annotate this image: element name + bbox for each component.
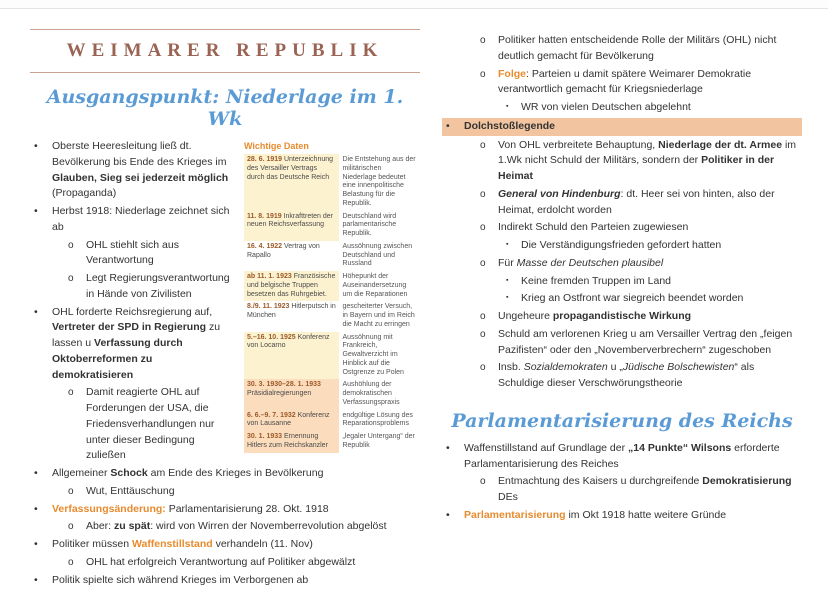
bullet-item	[30, 502, 420, 518]
text-run: Schuld am verlorenen Krieg u am Versailler Vertrag den „feigen Pazifisten“ oder den „Novemberverbrechern“ zugeschoben	[498, 327, 793, 356]
bullet-item	[442, 220, 802, 236]
page-top-edge	[0, 0, 828, 9]
text-run: OHL stiehlt sich aus Verantwortung	[86, 238, 179, 267]
text-run: Parlamentarisierung 28. Okt. 1918	[165, 502, 329, 515]
bullet-item	[30, 238, 234, 270]
text-run: im 1.Wk nicht Schuld der Militärs, sondern der	[498, 138, 797, 167]
text-run: Keine fremden Truppen im Land	[521, 274, 672, 287]
date-label: 6. 6.–9. 7. 1932	[247, 411, 298, 419]
bullet-marker: o	[480, 68, 486, 80]
text-run: Verfassungsänderung:	[52, 502, 166, 515]
text-run: : wird von Wirren der Novemberrevolution abgelöst	[150, 520, 387, 533]
bullet-marker: o	[68, 485, 74, 497]
bullet-item	[30, 271, 234, 303]
text-run: Glauben, Sieg sei jederzeit möglich	[52, 171, 229, 184]
right-bullet-list-top	[442, 33, 802, 392]
text-run: Indirekt Schuld den Parteien zugewiesen	[498, 221, 689, 234]
dates-table-event-cell	[244, 332, 339, 380]
bullet-text	[498, 138, 802, 185]
bullet-item	[30, 484, 420, 500]
text-run: : dt. Heer sei von hinten, also der Heimat, erdolcht worden	[498, 187, 775, 216]
text-run: Parlamentarisierung	[464, 508, 566, 521]
text-run: Allgemeiner	[52, 467, 111, 479]
bullet-item	[30, 555, 420, 571]
bullet-marker: o	[480, 139, 486, 151]
dates-table-row	[244, 271, 420, 301]
text-run: Legt Regierungsverantwortung in Hände von Zivilisten	[86, 272, 230, 300]
bullet-item	[442, 474, 802, 506]
text-run: Oberste Heeresleitung ließ dt. Bevölkerung bis Ende des Krieges im	[52, 140, 227, 168]
bullet-marker: o	[68, 521, 74, 533]
dates-table-note-cell: Aushöhlung der demokratischen Verfassungspraxis	[342, 381, 400, 406]
date-label: 5.–16. 10. 1925	[247, 333, 298, 341]
dates-table-event-cell	[244, 431, 339, 453]
bullet-text	[86, 555, 420, 571]
text-run: General von Hindenburg	[498, 187, 621, 200]
text-run: Entmachtung des Kaisers u durchgreifende	[498, 475, 703, 488]
dates-table-note-cell: Aussöhnung zwischen Deutschland und Russland	[342, 242, 413, 268]
bullet-item	[442, 441, 802, 473]
text-run: DEs	[498, 491, 518, 503]
bullet-text	[521, 100, 802, 116]
text-run: Masse der Deutschen plausibel	[516, 256, 664, 269]
left-column	[30, 23, 420, 590]
text-run: Folge	[498, 67, 526, 80]
dates-table-event-cell	[244, 154, 339, 211]
bullet-marker: •	[34, 305, 38, 318]
dates-table-rows	[244, 154, 420, 453]
text-run: verhandeln (11. Nov)	[212, 538, 313, 550]
text-run: OHL forderte Reichsregierung auf,	[52, 305, 213, 318]
text-run: Aber:	[86, 520, 115, 533]
text-run: am Ende des Krieges in Bevölkerung	[147, 467, 324, 479]
bullet-text	[521, 238, 802, 254]
bullet-marker: •	[446, 119, 450, 132]
bullet-marker: o	[480, 188, 486, 200]
date-label: 16. 4. 1922	[247, 242, 284, 250]
text-run: WR von vielen Deutschen abgelehnt	[521, 101, 691, 113]
bullet-marker: o	[480, 311, 486, 322]
date-label: 11. 8. 1919	[247, 212, 284, 220]
text-run: Wut, Enttäuschung	[86, 484, 175, 497]
event-label: Hitlerputsch in München	[247, 303, 336, 319]
event-label: Konferenz von Locarno	[247, 333, 330, 350]
bullet-text	[498, 327, 802, 359]
bullet-text	[498, 474, 802, 506]
bullet-marker: •	[446, 508, 450, 521]
bullet-item	[30, 466, 420, 482]
bullet-text	[498, 360, 802, 392]
bullet-marker: ▪	[506, 276, 509, 284]
text-run: Waffenstillstand auf Grundlage der	[464, 441, 629, 454]
event-label: Französische und belgische Truppen besetzen das Ruhrgebiet.	[247, 273, 336, 298]
bullet-text	[498, 256, 802, 272]
highlighted-bullet-item	[442, 118, 802, 136]
bullet-text	[498, 33, 802, 65]
date-label: 8./9. 11. 1923	[247, 303, 292, 311]
bullet-item	[30, 537, 420, 553]
text-run: Vertreter der SPD in Regierung	[52, 321, 207, 334]
text-run: OHL hat erfolgreich Verantwortung auf Politiker abgewälzt	[86, 555, 356, 568]
text-run: Dolchstoßlegende	[464, 119, 556, 132]
dates-table-row	[244, 301, 420, 331]
bullet-marker: o	[68, 556, 74, 568]
dates-table-row	[244, 332, 420, 380]
text-run: “ als Schuldige dieser Verschwörungstheorie	[498, 361, 755, 389]
bullet-marker: o	[480, 35, 486, 46]
bullet-text	[52, 305, 234, 384]
dates-table-event-cell	[244, 271, 339, 301]
bullet-item	[442, 100, 802, 116]
bullet-item	[442, 238, 802, 254]
bullet-item	[30, 305, 234, 384]
text-run: Politiker müssen	[52, 538, 132, 550]
left-content	[30, 139, 420, 588]
bullet-item	[442, 508, 802, 524]
bullet-text	[52, 204, 234, 236]
bullet-item	[30, 519, 420, 535]
text-run: zu spät	[114, 520, 151, 533]
dates-table-note-cell: gescheiterter Versuch, in Bayern und im Reich die Macht zu erringen	[342, 303, 415, 328]
event-label: Vertrag von Rapallo	[247, 242, 320, 259]
bullet-marker: ▪	[506, 294, 509, 302]
text-run: zu lassen u	[52, 321, 221, 349]
bullet-marker: o	[480, 328, 486, 340]
bullet-marker: o	[480, 222, 486, 234]
dates-table-note-cell: Höhepunkt der Auseinandersetzung um die Reparationen	[342, 273, 408, 298]
section-heading-parlamentarisierung: Parlamentarisierung des Reichs	[451, 409, 793, 432]
bullet-text	[498, 220, 802, 236]
date-label: 30. 1. 1933	[247, 433, 284, 440]
bullet-marker: •	[34, 205, 38, 217]
text-run: Ungeheure	[498, 310, 553, 322]
bullet-text	[52, 139, 234, 202]
text-run: Damit reagierte OHL auf Forderungen der USA, die Friedensverhandlungen nur unter dieser Bedingung zuließen	[86, 386, 215, 462]
bullet-text	[52, 466, 420, 482]
bullet-text	[86, 271, 234, 303]
text-run: Herbst 1918: Niederlage zeichnet sich ab	[52, 205, 230, 233]
event-label: Inkrafttreten der neuen Reichsverfassung	[247, 212, 334, 229]
text-run: Insb.	[498, 361, 524, 374]
dates-table-event-cell	[244, 379, 339, 409]
bullet-marker: ▪	[506, 103, 509, 110]
bullet-item	[442, 67, 802, 99]
text-run: „14 Punkte“ Wilsons	[628, 441, 732, 454]
dates-table-note-cell: „legaler Untergang“ der Republik	[342, 433, 415, 449]
bullet-text	[86, 519, 420, 535]
bullet-text	[498, 309, 802, 325]
dates-table-row	[244, 379, 420, 409]
title-block	[30, 29, 420, 73]
event-label: Präsidialregierungen	[247, 390, 312, 397]
text-run: Demokratisierung	[702, 475, 792, 488]
date-label: 30. 3. 1930–28. 1. 1933	[247, 381, 321, 389]
dates-table-row	[244, 154, 420, 211]
bullet-text	[464, 119, 802, 135]
text-run: Verfassung durch Oktoberreformen zu demokratisieren	[52, 337, 183, 381]
bullet-item	[442, 291, 802, 307]
bullet-item	[442, 309, 802, 325]
right-bullet-list-bottom	[442, 441, 802, 524]
bullet-text	[464, 441, 802, 473]
bullet-marker: •	[34, 538, 38, 550]
dates-table-note-cell: endgültige Lösung des Reparationsproblems	[342, 411, 413, 428]
bullet-item	[30, 139, 234, 202]
dates-table-event-cell	[244, 211, 339, 241]
bullet-text	[52, 502, 420, 518]
text-run: Für	[498, 256, 517, 269]
text-run: Politik spielte sich während Krieges im Verborgenen ab	[52, 573, 309, 586]
bullet-item	[442, 274, 802, 290]
section-heading-ausgangspunkt: Ausgangspunkt: Niederlage im 1. Wk	[46, 86, 404, 130]
bullet-text	[521, 274, 802, 290]
dates-table-row	[244, 241, 420, 271]
text-run: Von OHL verbreitete Behauptung,	[498, 138, 659, 151]
bullet-item	[442, 33, 802, 65]
text-run: Politiker in der Heimat	[498, 154, 775, 182]
dates-table-note-cell: Deutschland wird parlamentarische Republik.	[342, 212, 397, 237]
bullet-marker: o	[480, 476, 486, 488]
date-label: ab 11. 1. 1923	[247, 273, 294, 280]
right-column	[442, 23, 802, 590]
bullet-text	[52, 537, 420, 553]
text-run: propagandistische Wirkung	[552, 310, 692, 322]
bullet-text	[464, 508, 802, 524]
text-run: : Parteien u damit spätere Weimarer Demokratie verantwortlich gemacht für Kriegsniederlage	[498, 67, 752, 96]
bullet-text	[498, 67, 802, 99]
bullet-marker: o	[480, 362, 486, 374]
dates-table-heading: Wichtige Daten	[244, 141, 309, 151]
bullet-marker: o	[68, 273, 74, 284]
dates-table-note-cell: Aussöhnung mit Frankreich, Gewaltverzicht im Hinblick auf die Ostgrenze zu Polen	[342, 333, 404, 376]
bullet-item	[442, 187, 802, 219]
dates-table-row	[244, 211, 420, 241]
bullet-item	[442, 138, 802, 185]
bullet-marker: •	[446, 441, 450, 454]
text-run: Niederlage der dt. Armee	[658, 138, 783, 151]
bullet-marker: •	[34, 467, 38, 479]
important-dates-table	[244, 141, 420, 453]
dates-table-event-cell	[244, 410, 339, 432]
bullet-text	[521, 291, 802, 307]
text-run: Politiker hatten entscheidende Rolle der Militärs (OHL) nicht deutlich gemacht für Bevölkerung	[498, 34, 777, 62]
text-run: Jüdische Bolschewisten	[622, 361, 735, 374]
dates-table-note-cell: Die Entstehung aus der militärischen Niederlage bedeutet eine innenpolitische Belastung für die Republik.	[342, 156, 416, 207]
page-title: WEIMARER REPUBLIK	[66, 40, 384, 61]
text-run: Waffenstillstand	[131, 538, 213, 550]
bullet-item	[30, 385, 234, 464]
bullet-text	[86, 385, 234, 464]
bullet-item	[30, 204, 234, 236]
date-label: 28. 6. 1919	[247, 156, 284, 163]
bullet-text	[86, 484, 420, 500]
text-run: Die Verständigungsfrieden gefordert hatten	[521, 239, 722, 251]
text-run: im Okt 1918 hatte weitere Gründe	[565, 508, 727, 521]
bullet-marker: •	[34, 502, 38, 515]
text-run: u „	[607, 361, 623, 374]
text-run: Schock	[110, 467, 148, 479]
dates-table-row	[244, 410, 420, 432]
event-label: Konferenz von Lausanne	[247, 411, 330, 428]
bullet-marker: o	[68, 239, 74, 251]
bullet-text	[498, 187, 802, 219]
document-page	[0, 9, 828, 590]
bullet-item	[442, 256, 802, 272]
bullet-marker: o	[480, 257, 486, 269]
text-run: Krieg an Ostfront war siegreich beendet worden	[521, 292, 744, 305]
dates-table-row	[244, 431, 420, 453]
dates-table-event-cell	[244, 241, 339, 271]
event-label: Ernennung Hitlers zum Reichskanzler	[247, 433, 328, 449]
bullet-marker: •	[34, 573, 38, 586]
dates-table-event-cell	[244, 301, 339, 331]
bullet-marker: o	[68, 387, 74, 399]
bullet-text	[86, 238, 234, 270]
text-run: (Propaganda)	[52, 187, 117, 200]
text-run: erforderte Parlamentarisierung des Reiches	[464, 441, 780, 470]
bullet-marker: •	[34, 140, 38, 152]
text-run: Sozialdemokraten	[523, 361, 608, 374]
event-label: Unterzeichnung des Versailler Vertrags durch das Deutsche Reich	[247, 156, 334, 181]
bullet-item	[442, 327, 802, 359]
bullet-marker: ▪	[506, 241, 509, 248]
bullet-item	[442, 360, 802, 392]
